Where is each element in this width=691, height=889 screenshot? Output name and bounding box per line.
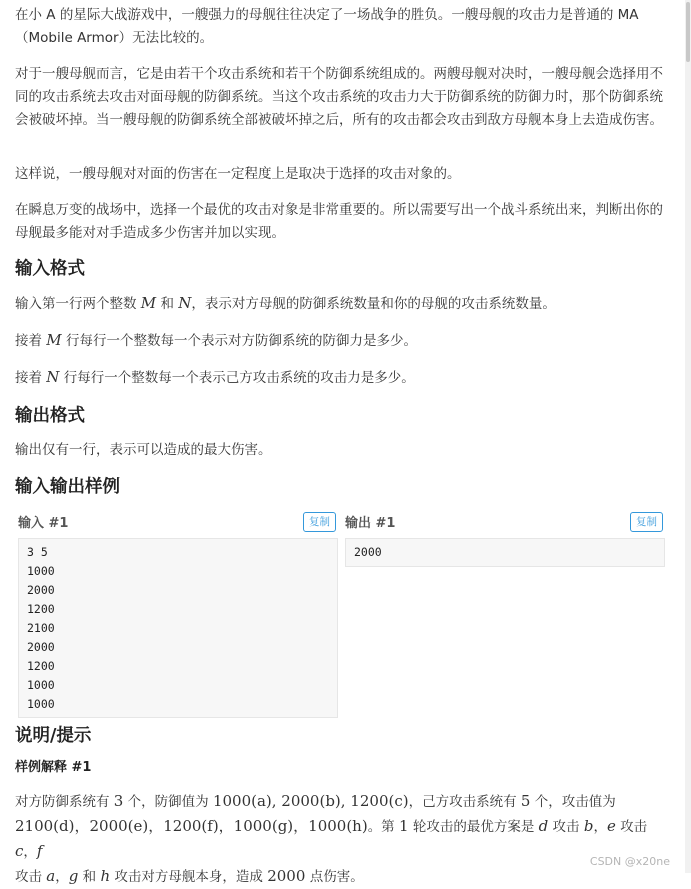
intro-paragraph-2: 对于一艘母舰而言，它是由若干个攻击系统和若干个防御系统组成的。两艘母舰对决时，一艘母舰会选择用不同的攻击系统去攻击对面母舰的防御系统。当这个攻击系统的攻击力大于防御系统的防御力时，那个防御系统会被破坏掉。当一艘母舰的防御系统全部被破坏掉之后，所有的攻击都会攻击到敌方母舰本身上去造成伤害。: [15, 66, 663, 128]
text: ，表示对方母舰的防御系统数量和你的母舰的攻击系统数量。: [191, 296, 556, 312]
text: 攻击: [615, 819, 648, 835]
code-line: 1200: [27, 602, 55, 616]
text: 轮攻击的最优方案是: [408, 819, 539, 835]
text: 和: [78, 869, 101, 885]
var-n: N: [46, 368, 60, 386]
input-format-line-3: [15, 366, 667, 390]
sample-output-box[interactable]: [345, 538, 665, 567]
hint-explanation: [15, 789, 667, 889]
code-line: 1000: [27, 564, 55, 578]
text: 攻击: [15, 869, 47, 885]
scrollbar-thumb[interactable]: [686, 2, 690, 62]
text: ，己方攻击系统有: [408, 794, 521, 810]
output-format-heading: 输出格式: [15, 406, 85, 426]
var: d: [538, 817, 549, 835]
code-line: 2000: [27, 583, 55, 597]
var: b: [583, 817, 594, 835]
var: h: [100, 867, 111, 885]
code-line: 3 5: [27, 545, 48, 559]
var: f: [36, 842, 43, 860]
code-line: 2000: [354, 545, 382, 559]
sample-input-title: 输入 #1: [18, 516, 69, 531]
text: 和: [156, 296, 179, 312]
var-m: M: [46, 331, 62, 349]
text: 输入第一行两个整数: [15, 296, 141, 312]
text: 。第: [367, 819, 399, 835]
text: 接着: [15, 333, 47, 349]
var-n: N: [178, 294, 192, 312]
copy-output-button[interactable]: 复制: [630, 512, 663, 532]
intro-paragraph-3: 这样说，一艘母舰对对面的伤害在一定程度上是取决于选择的攻击对象的。: [15, 166, 461, 182]
var-m: M: [140, 294, 157, 312]
intro-paragraph-1: 在小 A 的星际大战游戏中，一艘强力的母舰往往决定了一场战争的胜负。一艘母舰的攻击力是普通的 MA（Mobile Armor）无法比较的。: [15, 7, 639, 46]
text: 行每行一个整数每一个表示己方攻击系统的攻击力是多少。: [59, 370, 415, 386]
var: c: [15, 842, 24, 860]
hint-heading: 说明/提示: [15, 726, 92, 746]
code-line: 2100: [27, 621, 55, 635]
hint-subheading: 样例解释 #1: [15, 760, 92, 775]
var: e: [606, 817, 616, 835]
text: 对方防御系统有: [15, 794, 114, 810]
sample-input-box[interactable]: [18, 538, 338, 718]
text: ，: [23, 844, 37, 860]
math-value: 5: [520, 792, 531, 810]
text: ，: [55, 869, 69, 885]
math-value: 2000: [267, 867, 306, 885]
var: g: [68, 867, 79, 885]
intro-paragraph-4: 在瞬息万变的战场中，选择一个最优的攻击对象是非常重要的。所以需要写出一个战斗系统出来，判断出你的母舰最多能对对手造成多少伤害并加以实现。: [15, 202, 663, 241]
code-line: 2000: [27, 640, 55, 654]
text: 行每行一个整数每一个表示对方防御系统的防御力是多少。: [61, 333, 417, 349]
code-line: 1200: [27, 659, 55, 673]
text: 点伤害。: [305, 869, 364, 885]
csdn-watermark: CSDN @x20ne: [589, 855, 670, 868]
code-line: 1000: [27, 678, 55, 692]
text: 个，攻击值为: [530, 794, 616, 810]
text: ，: [593, 819, 607, 835]
output-format-text: 输出仅有一行，表示可以造成的最大伤害。: [15, 442, 272, 458]
input-format-heading: 输入格式: [15, 259, 85, 279]
code-line: 1000: [27, 697, 55, 711]
math-value: 1000(a), 2000(b), 1200(c): [212, 792, 409, 810]
sample-output-title: 输出 #1: [345, 516, 396, 531]
text: 接着: [15, 370, 47, 386]
math-value: 1: [398, 817, 409, 835]
math-value: 2100(d)，2000(e)，1200(f)，1000(g)，1000(h): [15, 817, 368, 835]
math-value: 3: [113, 792, 124, 810]
text: 攻击: [548, 819, 584, 835]
input-format-line-2: [15, 329, 667, 353]
samples-heading: 输入输出样例: [15, 477, 120, 497]
scrollbar[interactable]: [685, 0, 691, 873]
var: a: [46, 867, 56, 885]
input-format-line-1: [15, 292, 667, 316]
text: 攻击对方母舰本身，造成: [110, 869, 268, 885]
copy-input-button[interactable]: 复制: [303, 512, 336, 532]
text: 个，防御值为: [123, 794, 213, 810]
